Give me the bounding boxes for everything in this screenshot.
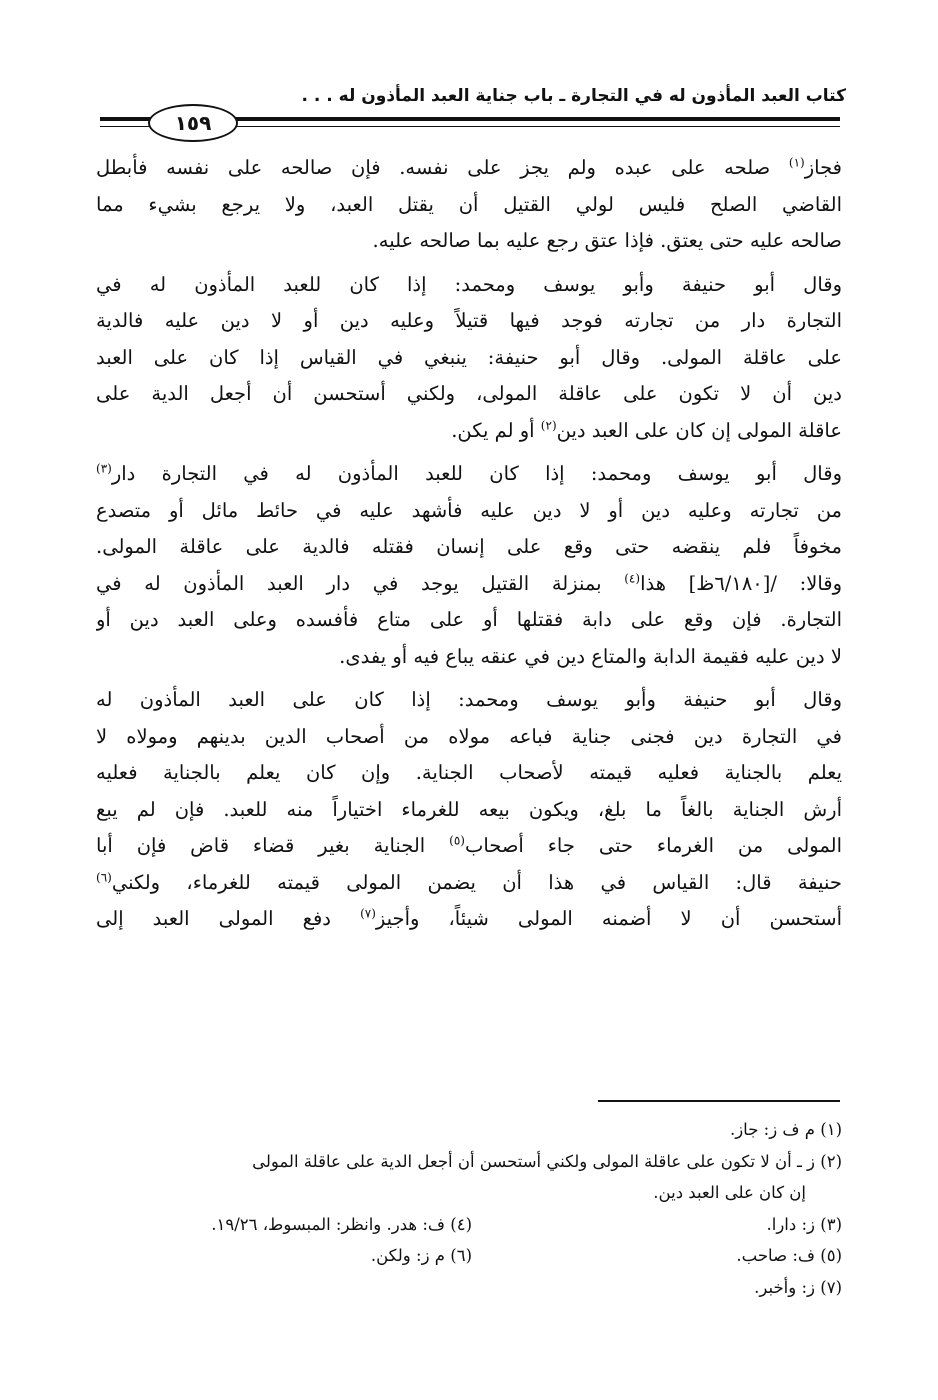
text-line: أرش الجناية بالغاً ما بلغ، ويكون بيعه للغرماء اختياراً منه للعبد. فإن لم يبع (96, 797, 842, 821)
footnote-row (96, 1240, 842, 1272)
footnote-separator (598, 1100, 840, 1102)
footnote-marker: (١) (788, 155, 805, 170)
footnote-6: (٦) م ز: ولكن. (370, 1246, 472, 1265)
text-line: من تجارته وعليه دين أو لا دين عليه فأشهد عليه في حائط مائل أو متصدع (96, 498, 842, 522)
footnote-1: (١) م ف ز: جاز. (729, 1120, 842, 1139)
footnote-marker: (٥) (449, 833, 465, 848)
footnote-marker: (٤) (624, 571, 641, 585)
text-line: وقال أبو يوسف ومحمد: إذا كان للعبد المأذون له في التجارة دار$^{(٣)}$ (96, 461, 842, 485)
main-text (96, 150, 842, 945)
running-title: كتاب العبد المأذون له في التجارة ـ باب جناية العبد المأذون له . . . (301, 86, 846, 106)
footnote-3: (٣) ز: دارا. (766, 1214, 842, 1234)
text-line: وقال أبو حنيفة وأبو يوسف ومحمد: إذا كان على العبد المأذون له (96, 688, 842, 711)
text-line: فجاز$^{(١)}$ صلحه على عبده ولم يجز على نفسه. فإن صالحه على نفسه فأبطل (96, 155, 842, 179)
text-line: عاقلة المولى إن كان على العبد دين$^{(٢)}$ أو لم يكن. (451, 418, 842, 442)
footnote-2-continuation: إن كان على العبد دين. (653, 1183, 806, 1202)
footnote-row (96, 1209, 842, 1241)
text-line: وقالا: /[٦/١٨٠ظ] هذا$^{(٤)}$ بمنزلة القتيل يوجد في دار العبد المأذون له في (96, 571, 842, 595)
text-line: القاضي الصلح فليس لولي القتيل أن يقتل العبد، ولا يرجع بشيء مما (96, 192, 842, 216)
text-line: على عاقلة المولى. وقال أبو حنيفة: ينبغي في القياس إذا كان على العبد (96, 345, 842, 369)
text-line: أستحسن أن لا أضمنه المولى شيئاً، وأجيز$^{(٧)}$ دفع المولى العبد إلى (96, 906, 842, 930)
footnote-7: (٧) ز: وأخبر. (754, 1277, 842, 1297)
paragraph-4 (96, 682, 842, 938)
footnote-marker: (٦) (96, 870, 112, 884)
footnote-marker: (٢) (540, 418, 557, 432)
text-line: دين أن لا تكون على عاقلة المولى، ولكني أستحسن أن أجعل الدية على (96, 382, 842, 405)
text-line: لا دين عليه فقيمة الدابة والمتاع دين في عنقه يباع فيه أو يفدى. (339, 644, 842, 668)
footnote-2: (٢) ز ـ أن لا تكون على عاقلة المولى ولكني أستحسن أن أجعل الدية على عاقلة المولى (252, 1151, 842, 1171)
text-line: المولى من الغرماء حتى جاء أصحاب$^{(٥)}$ الجناية بغير قضاء قاض فإن أبا (96, 833, 842, 857)
page-number: ١٥٩ (148, 104, 238, 142)
footnote-4: (٤) ف: هدر. وانظر: المبسوط، ١٩/٢٦. (211, 1214, 472, 1234)
paragraph-1 (96, 150, 842, 260)
paragraph-3 (96, 456, 842, 675)
text-line: التجارة. فإن وقع على دابة فقتلها أو على متاع فأفسده وعلى العبد دين أو (96, 608, 842, 631)
text-line: يعلم بالجناية فعليه قيمته لأصحاب الجناية. وإن كان يعلم بالجناية فعليه (96, 761, 842, 784)
footnote-marker: (٧) (360, 906, 376, 921)
footnote-5: (٥) ف: صاحب. (736, 1246, 842, 1265)
text-line: وقال أبو حنيفة وأبو يوسف ومحمد: إذا كان للعبد المأذون له في (96, 272, 842, 296)
paragraph-2 (96, 267, 842, 450)
text-line: صالحه عليه حتى يعتق. فإذا عتق رجع عليه بما صالحه عليه. (372, 229, 842, 252)
footnote-marker: (٣) (96, 461, 112, 476)
text-line: التجارة دار من تجارته فوجد فيها قتيلاً وعليه دين أو لا دين عليه فالدية (96, 309, 842, 332)
text-line: مخوفاً فلم ينقضه حتى وقع على إنسان فقتله فالدية على عاقلة المولى. (96, 535, 842, 558)
text-line: حنيفة قال: القياس في هذا أن يضمن المولى قيمته للغرماء، ولكني$^{(٦)}$ (96, 870, 842, 894)
footnotes (96, 1114, 842, 1303)
text-line: في التجارة دين فجنى جناية فباعه مولاه من أصحاب الدين بدينهم ومولاه لا (96, 724, 842, 748)
